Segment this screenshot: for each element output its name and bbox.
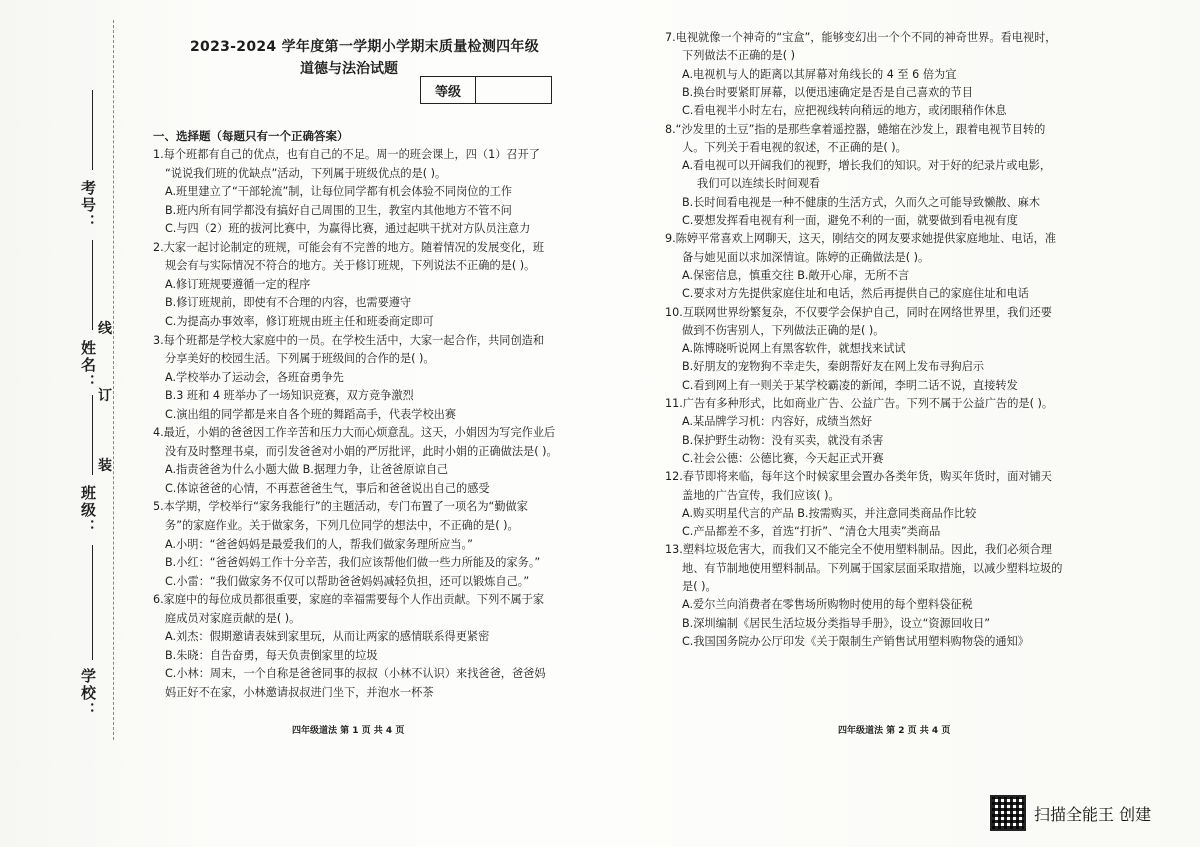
question-line: “说说我们班的优缺点”活动，下列属于班级优点的是( )。: [165, 166, 447, 180]
question-line: A.刘杰：假期邀请表妹到家里玩，从而让两家的感情联系得更紧密: [165, 630, 490, 644]
question-line: 规会有与实际情况不符合的地方。关于修订班规，下列说法不正确的是( )。: [165, 259, 536, 273]
question-line: C.看到网上有一则关于某学校霸凌的新闻，李明二话不说，直接转发: [682, 378, 1018, 392]
grade-box: [420, 76, 552, 104]
question-line: 是( )。: [682, 580, 717, 593]
question-line: 庭成员对家庭贡献的是( )。: [165, 611, 301, 625]
question-line: A.学校举办了运动会，各班奋勇争先: [165, 370, 344, 384]
question-line: C.要想发挥看电视有利一面，避免不利的一面，就要做到看电视有度: [682, 214, 1018, 227]
exam-number-underline: [92, 90, 93, 170]
question-line: A.爱尔兰向消费者在零售场所购物时使用的每个塑料袋征税: [682, 598, 973, 612]
question-line: 备与她见面以求加深情谊。陈婷的正确做法是( )。: [682, 250, 930, 264]
scanner-watermark: [990, 795, 1151, 831]
question-line: 下列做法不正确的是( ): [682, 49, 795, 63]
question-line: A.指责爸爸为什么小题大做 B.据理力争，让爸爸原谅自己: [165, 463, 449, 477]
question-line: A.购买明星代言的产品 B.按需购买，并注意同类商品作比较: [682, 506, 977, 520]
question-line: C.为提高办事效率，修订班规由班主任和班委商定即可: [165, 314, 434, 328]
school-label: 学校：: [79, 668, 97, 719]
question-line: 我们可以连续长时间观看: [697, 177, 821, 191]
question-line: C.产品都差不多，首选“打折”、“清仓大甩卖”类商品: [682, 525, 941, 539]
question-line: B.换台时要紧盯屏幕，以便迅速确定是否是自己喜欢的节目: [682, 85, 973, 99]
binding-char-line: 线: [98, 321, 112, 337]
question-line: 3.每个班都是学校大家庭中的一员。在学校生活中，大家一起合作，共同创造和: [153, 333, 545, 347]
question-line: 妈正好不在家，小林邀请叔叔进门坐下，并泡水一杯茶: [165, 685, 434, 699]
question-line: 12.春节即将来临，每年这个时候家里会置办各类年货，购买年货时，面对铺天: [665, 470, 1052, 484]
class-underline: [92, 395, 93, 475]
question-line: A.小明：“爸爸妈妈是最爱我们的人，帮我们做家务理所应当。”: [165, 537, 473, 551]
question-line: 2.大家一起讨论制定的班规，可能会有不完善的地方。随着情况的发展变化，班: [153, 240, 545, 254]
question-line: 9.陈婷平常喜欢上网聊天，这天，刚结交的网友要求她提供家庭地址、电话，准: [665, 232, 1057, 246]
binding-char-zhuang: 装: [98, 458, 112, 474]
school-underline: [92, 545, 93, 660]
question-line: 1.每个班都有自己的优点，也有自己的不足。周一的班会课上，四（1）召开了: [153, 148, 540, 161]
question-line: 5.本学期，学校举行“家务我能行”的主题活动，专门布置了一项名为“勤做家: [153, 500, 528, 514]
question-line: 人。下列关于看电视的叙述，不正确的是( )。: [682, 140, 907, 154]
question-line: C.要求对方先提供家庭住址和电话，然后再提供自己的家庭住址和电话: [682, 287, 1029, 301]
binding-dashed-line: [113, 20, 114, 740]
question-line: A.保密信息，慎重交往 B.敞开心扉，无所不言: [682, 268, 910, 282]
question-line: 盖地的广告宣传，我们应该( )。: [682, 488, 840, 502]
name-underline: [92, 240, 93, 330]
class-label: 班级：: [79, 485, 97, 536]
binding-char-ding: 订: [98, 388, 112, 404]
question-line: B.修订班规前，即使有不合理的内容，也需要遵守: [165, 296, 412, 310]
exam-title: 2023-2024 学年度第一学期小学期末质量检测四年级: [190, 39, 540, 55]
question-line: A.修订班规要遵循一定的程序: [165, 277, 311, 291]
question-line: 没有及时整理书桌，而引发爸爸对小娟的严厉批评，此时小娟的正确做法是( )。: [165, 444, 558, 458]
question-line: 7.电视就像一个神奇的“宝盒”，能够变幻出一个个不同的神奇世界。看电视时，: [665, 31, 1057, 44]
question-line: B.班内所有同学都没有搞好自己周围的卫生，教室内其他地方不管不问: [165, 203, 512, 217]
page-footer-left: 四年级道法 第 1 页 共 4 页: [292, 726, 405, 736]
question-line: 地、有节制地使用塑料制品。下列属于国家层面采取措施，以减少塑料垃圾的: [682, 561, 1063, 575]
page-footer-right: 四年级道法 第 2 页 共 4 页: [838, 726, 951, 736]
section-title: 一、选择题（每题只有一个正确答案）: [153, 129, 349, 143]
question-line: C.社会公德：公德比赛，今天起正式开赛: [682, 451, 884, 465]
grade-value-cell: [476, 77, 551, 103]
question-line: C.体谅爸爸的心情，不再惹爸爸生气，事后和爸爸说出自己的感受: [165, 481, 490, 495]
question-line: 10.互联网世界纷繁复杂，不仅要学会保护自己，同时在网络世界里，我们还要: [665, 305, 1052, 319]
grade-label: 等级: [421, 77, 476, 103]
question-line: 6.家庭中的每位成员都很重要，家庭的幸福需要每个人作出贡献。下列不属于家: [153, 593, 545, 607]
question-line: 8.“沙发里的土豆”指的是那些拿着遥控器，蜷缩在沙发上，跟着电视节目转的: [665, 122, 1046, 136]
question-line: A.某品牌学习机：内容好，成绩当然好: [682, 415, 873, 429]
question-line: A.班里建立了“干部轮流”制，让每位同学都有机会体验不同岗位的工作: [165, 185, 513, 199]
question-line: 11.广告有多种形式，比如商业广告、公益广告。下列不属于公益广告的是( )。: [665, 397, 1054, 410]
exam-number-label: 考号：: [79, 180, 97, 231]
question-line: A.陈博晓听说网上有黑客软件，就想找来试试: [682, 342, 906, 356]
question-line: B.3 班和 4 班举办了一场知识竞赛，双方竞争激烈: [165, 389, 414, 403]
binding-strip: [0, 0, 135, 760]
question-line: 做到不伤害别人，下列做法正确的是( )。: [682, 323, 885, 337]
exam-subject-title: 道德与法治试题: [300, 61, 398, 77]
name-label: 姓名：: [79, 340, 97, 391]
question-line: A.电视机与人的距离以其屏幕对角线长的 4 至 6 倍为宜: [682, 67, 957, 81]
question-line: C.我国国务院办公厅印发《关于限制生产销售试用塑料购物袋的通知》: [682, 634, 1029, 648]
question-line: B.好朋友的宠物狗不幸走失，秦朗帮好友在网上发布寻狗启示: [682, 360, 985, 374]
qr-code-icon: [990, 795, 1026, 831]
question-line: C.小林：周末，一个自称是爸爸同事的叔叔（小林不认识）来找爸爸，爸爸妈: [165, 667, 546, 681]
question-line: A.看电视可以开阔我们的视野，增长我们的知识。对于好的纪录片或电影，: [682, 159, 1052, 173]
question-line: B.朱晓：自告奋勇，每天负责倒家里的垃圾: [165, 648, 378, 662]
question-line: 务”的家庭作业。关于做家务，下列几位同学的想法中，不正确的是( )。: [165, 519, 519, 532]
question-line: 13.塑料垃圾危害大，而我们又不能完全不使用塑料制品。因此，我们必须合理: [665, 543, 1052, 557]
question-line: 4.最近，小娟的爸爸因工作辛苦和压力大而心烦意乱。这天，小娟因为写完作业后: [153, 426, 556, 440]
question-line: C.演出组的同学都是来自各个班的舞蹈高手，代表学校出赛: [165, 407, 457, 421]
question-line: B.小红：“爸爸妈妈工作十分辛苦，我们应该帮他们做一些力所能及的家务。”: [165, 556, 541, 570]
question-line: 分享美好的校园生活。下列属于班级间的合作的是( )。: [165, 352, 435, 366]
question-line: C.小雷：“我们做家务不仅可以帮助爸爸妈妈减轻负担，还可以锻炼自己。”: [165, 574, 530, 588]
question-line: B.保护野生动物：没有买卖，就没有杀害: [682, 433, 884, 447]
question-line: B.长时间看电视是一种不健康的生活方式，久而久之可能导致懒散、麻木: [682, 195, 1041, 209]
question-line: C.看电视半小时左右，应把视线转向稍远的地方，或闭眼稍作休息: [682, 104, 1007, 118]
watermark-text: 扫描全能王 创建: [1034, 804, 1152, 824]
question-line: C.与四（2）班的拔河比赛中，为赢得比赛，通过起哄干扰对方队员注意力: [165, 222, 531, 236]
question-line: B.深圳编制《居民生活垃圾分类指导手册》，设立“资源回收日”: [682, 616, 991, 630]
